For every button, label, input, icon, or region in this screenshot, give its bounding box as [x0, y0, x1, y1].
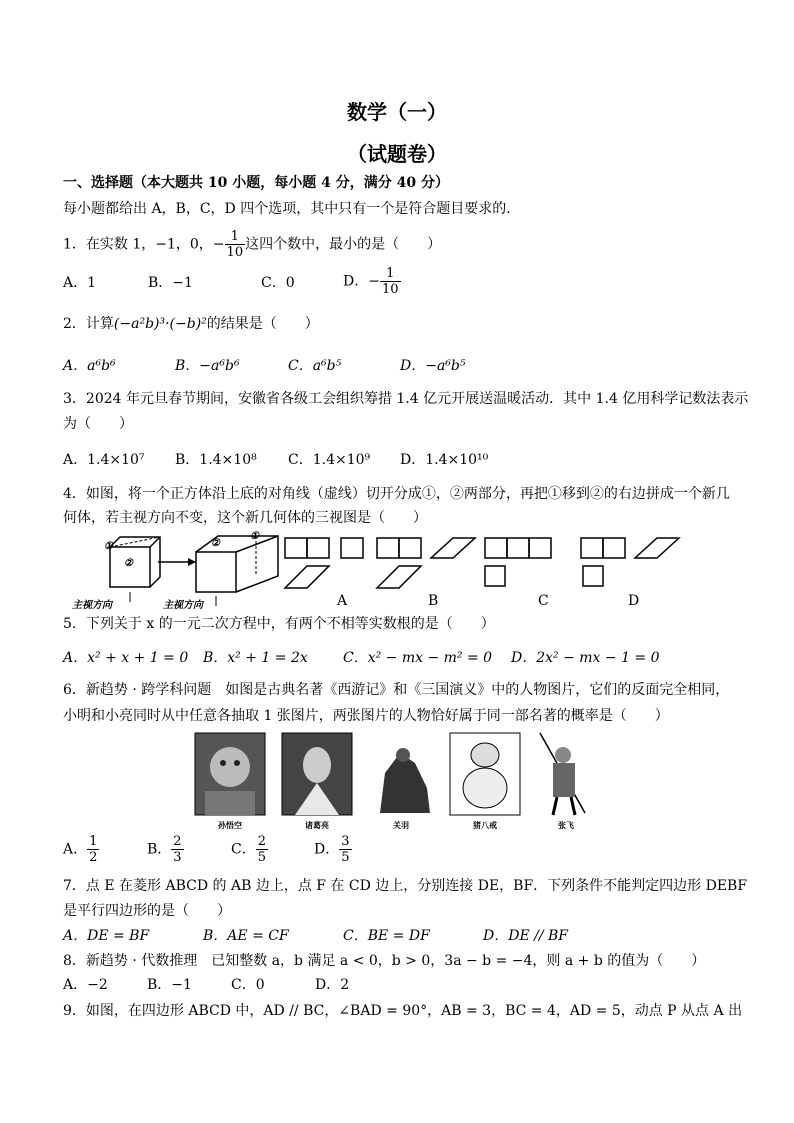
section-instruction: 每小题都给出 A，B，C，D 四个选项，其中只有一个是符合题目要求的. [63, 201, 511, 217]
picture-guanyu [380, 748, 430, 813]
q6-option-d-den: 5 [341, 850, 350, 865]
q8-option-a[interactable]: A．−2 [63, 977, 108, 993]
q8-option-b[interactable]: B．−1 [147, 977, 192, 993]
q1-option-d-den: 10 [381, 282, 399, 297]
caption-guanyu: 关羽 [393, 820, 409, 830]
option-c-views [485, 538, 551, 586]
picture-sunwukong [195, 733, 265, 815]
q2-expression: (−a²b)³·(−b)² [113, 316, 207, 332]
q6-option-d[interactable] [314, 834, 352, 865]
cube-label-1: ① [104, 541, 113, 552]
solid-front-face [196, 552, 236, 592]
page-subtitle: （试题卷） [347, 142, 447, 166]
section-heading: 一、选择题（本大题共 10 小题，每小题 4 分，满分 40 分） [63, 175, 449, 191]
q5-option-a[interactable]: A．x² + x + 1 = 0 [63, 650, 189, 666]
q1-fraction [225, 229, 246, 260]
solid-label-1: ① [250, 531, 259, 542]
option-b-views [377, 538, 475, 588]
solid-top-side [196, 536, 278, 592]
q1-option-d-fraction [380, 266, 401, 297]
question-3-line-1: 3．2024 年元旦春节期间，安徽省各级工会组织筹措 1.4 亿元开展送温暖活动．其中 1.4 亿用科学记数法表示 [63, 391, 749, 407]
q7-option-c[interactable]: C．BE = DF [343, 928, 430, 944]
view-direction-label-1: 主视方向 [72, 600, 112, 611]
question-3-line-2: 为（ ） [63, 416, 133, 432]
question-1 [63, 229, 441, 260]
q6-option-b-den: 3 [173, 850, 182, 865]
q2-option-b[interactable]: B．−a⁶b⁶ [175, 358, 240, 374]
solid-label-2: ② [211, 538, 220, 549]
q1-option-d[interactable] [343, 266, 401, 297]
caption-zhangfei: 张飞 [558, 820, 574, 830]
q2-option-a[interactable]: A．a⁶b⁶ [63, 358, 116, 374]
three-view-options [285, 536, 685, 596]
q3-option-c[interactable]: C．1.4×10⁹ [288, 452, 371, 468]
view-direction-label-2: 主视方向 [163, 600, 203, 611]
q5-option-b[interactable]: B．x² + 1 = 2x [203, 650, 308, 666]
picture-zhangfei [535, 733, 595, 818]
q2-text-b: 的结果是（ ） [206, 316, 319, 332]
q6-option-c-fraction [256, 834, 268, 865]
q6-option-b-num: 2 [173, 834, 182, 849]
q4-option-c[interactable]: C [538, 593, 549, 609]
picture-zhubajie [450, 733, 520, 815]
q5-option-c[interactable]: C．x² − mx − m² = 0 [343, 650, 493, 666]
q7-option-b[interactable]: B．AE = CF [203, 928, 289, 944]
q6-option-d-fraction [339, 834, 351, 865]
q6-option-c-label: C． [231, 841, 256, 858]
q1-option-c[interactable]: C．0 [261, 275, 295, 291]
q6-option-a[interactable] [63, 834, 99, 865]
question-4-line-1: 4．如图，将一个正方体沿上底的对角线（虚线）切开分成①，②两部分，再把①移到②的右边拼成一个新几 [63, 486, 730, 502]
caption-sunwukong: 孙悟空 [218, 820, 242, 830]
q6-option-d-num: 3 [341, 834, 350, 849]
q1-frac-den: 10 [226, 245, 244, 260]
q6-option-b[interactable] [147, 834, 184, 865]
question-5: 5．下列关于 x 的一元二次方程中，有两个不相等实数根的是（ ） [63, 616, 495, 632]
question-8: 8．新趋势 · 代数推理 已知整数 a，b 满足 a < 0，b > 0，3a − b = −4，则 a + b 的值为（ ） [63, 953, 706, 969]
q6-option-d-label: D． [314, 841, 340, 858]
q6-option-a-num: 1 [89, 834, 98, 849]
caption-zhugeliang: 诸葛亮 [305, 820, 329, 830]
q1-option-d-num: 1 [380, 266, 401, 282]
q3-option-d[interactable]: D．1.4×10¹⁰ [400, 452, 489, 468]
question-9: 9．如图，在四边形 ABCD 中，AD // BC，∠BAD = 90°，AB = 3，BC = 4，AD = 5，动点 P 从点 A 出 [63, 1003, 743, 1019]
question-4-line-2: 何体，若主视方向不变，这个新几何体的三视图是（ ） [63, 510, 427, 526]
q6-option-a-fraction [87, 834, 99, 865]
q6-option-c[interactable] [231, 834, 268, 865]
q5-option-d[interactable]: D．2x² − mx − 1 = 0 [511, 650, 660, 666]
question-6-line-1: 6．新趋势 · 跨学科问题 如图是古典名著《西游记》和《三国演义》中的人物图片，它们的反面完全相同， [63, 682, 730, 698]
q2-option-d[interactable]: D．−a⁶b⁵ [400, 358, 466, 374]
q8-option-d[interactable]: D．2 [315, 977, 350, 993]
q4-option-b[interactable]: B [428, 593, 439, 609]
q3-option-a[interactable]: A．1.4×10⁷ [63, 452, 145, 468]
caption-zhubajie: 猪八戒 [473, 820, 497, 830]
q6-option-a-label: A． [63, 841, 88, 858]
picture-zhugeliang [282, 733, 352, 815]
option-d-views [581, 538, 679, 586]
question-7-line-2: 是平行四边形的是（ ） [63, 903, 231, 919]
cube-label-2: ② [124, 558, 133, 569]
q6-option-a-den: 2 [89, 850, 98, 865]
q1-option-d-label: D．− [343, 273, 380, 290]
character-pictures [195, 733, 525, 818]
q2-text-a: 2．计算 [63, 316, 114, 332]
arrow-head-icon [188, 558, 196, 566]
q1-text-a: 1．在实数 1，−1，0，− [63, 236, 225, 253]
question-6-line-2: 小明和小亮同时从中任意各抽取 1 张图片，两张图片的人物恰好属于同一部名著的概率是（ ） [63, 708, 669, 724]
q6-option-c-num: 2 [257, 834, 266, 849]
q2-option-c[interactable]: C．a⁶b⁵ [288, 358, 342, 374]
q4-option-a[interactable]: A [337, 593, 348, 609]
q7-option-d[interactable]: D．DE // BF [483, 928, 569, 944]
q1-text-b: 这四个数中，最小的是（ ） [245, 236, 442, 253]
q6-option-c-den: 5 [257, 850, 266, 865]
q1-frac-num: 1 [225, 229, 246, 245]
q6-option-b-fraction [171, 834, 183, 865]
q8-option-c[interactable]: C．0 [231, 977, 265, 993]
q4-option-d[interactable]: D [628, 593, 640, 609]
q6-option-b-label: B． [147, 841, 172, 858]
q1-option-a[interactable]: A．1 [63, 275, 97, 291]
page-title: 数学（一） [347, 100, 447, 124]
q1-option-b[interactable]: B．−1 [148, 275, 193, 291]
q3-option-b[interactable]: B．1.4×10⁸ [175, 452, 257, 468]
question-7-line-1: 7．点 E 在菱形 ABCD 的 AB 边上，点 F 在 CD 边上，分别连接 DE，BF．下列条件不能判定四边形 DEBF [63, 878, 748, 894]
question-2 [63, 314, 319, 334]
option-a-views [285, 538, 363, 588]
q7-option-a[interactable]: A．DE = BF [63, 928, 150, 944]
